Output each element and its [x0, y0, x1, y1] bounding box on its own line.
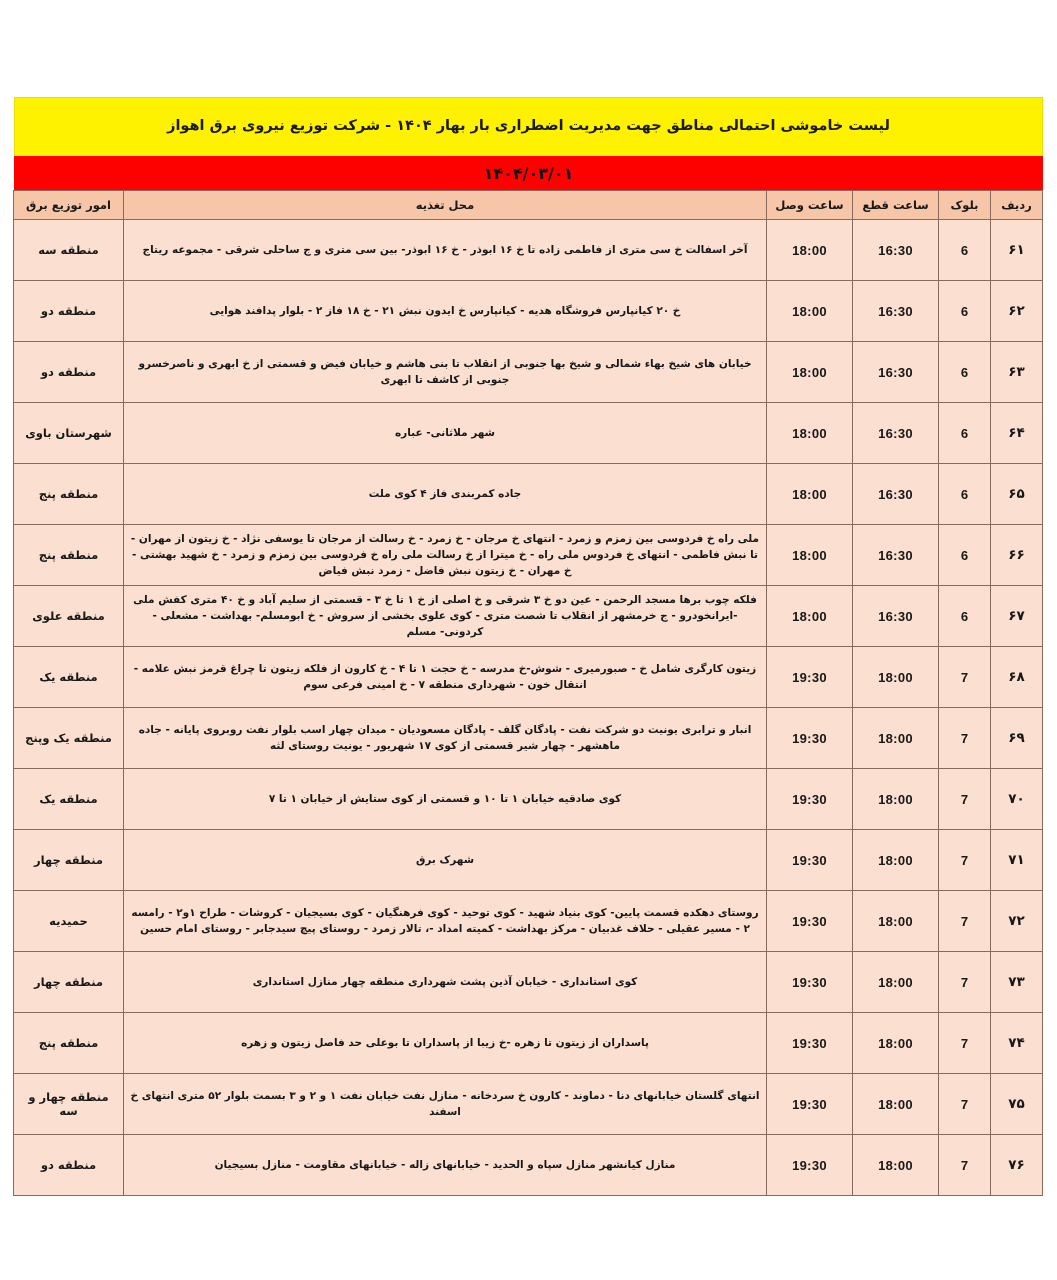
area-cell: منطقه یک: [14, 647, 124, 708]
on-time-cell: 18:00: [767, 586, 853, 647]
on-time-cell: 19:30: [767, 1013, 853, 1074]
table-row: [14, 586, 1043, 647]
block-number-cell: 6: [939, 342, 991, 403]
on-time-cell: 18:00: [767, 220, 853, 281]
row-number-cell: ۶۴: [991, 403, 1043, 464]
table-row: [14, 525, 1043, 586]
table-row: [14, 342, 1043, 403]
table-row: [14, 281, 1043, 342]
feed-location-cell: فلکه چوب برها مسجد الرحمن - عین دو خ ۳ شرقی و خ اصلی از خ ۱ تا خ ۳ - قسمتی از سلیم آباد و خ ۴۰ متری کفش ملی -ایرانخودرو - ج خرمشهر از انقلاب تا شصت متری - کوی علوی بخشی از سروش - خ ابومسلم- بهداشت - مشعلی - کردونی- مسلم: [124, 586, 767, 647]
off-time-cell: 16:30: [853, 281, 939, 342]
on-time-cell: 19:30: [767, 708, 853, 769]
block-number-cell: 6: [939, 586, 991, 647]
block-number-cell: 7: [939, 1013, 991, 1074]
table-row: [14, 464, 1043, 525]
area-cell: شهرستان باوی: [14, 403, 124, 464]
block-number-cell: 7: [939, 769, 991, 830]
block-number-cell: 7: [939, 891, 991, 952]
column-header-off-time: ساعت قطع: [853, 191, 939, 220]
feed-location-cell: شهر ملاثانی- عباره: [124, 403, 767, 464]
off-time-cell: 18:00: [853, 769, 939, 830]
feed-location-cell: آخر اسفالت خ سی متری از فاطمی زاده تا خ ۱۶ ابوذر - خ ۱۶ ابوذر- بین سی متری و ج ساحلی شرقی - مجموعه ریتاج: [124, 220, 767, 281]
outage-schedule-sheet: [14, 97, 1043, 1196]
on-time-cell: 18:00: [767, 464, 853, 525]
block-number-cell: 7: [939, 830, 991, 891]
row-number-cell: ۷۲: [991, 891, 1043, 952]
feed-location-cell: کوی صادقیه خیابان ۱ تا ۱۰ و قسمتی از کوی ستایش از خیابان ۱ تا ۷: [124, 769, 767, 830]
off-time-cell: 16:30: [853, 403, 939, 464]
off-time-cell: 18:00: [853, 708, 939, 769]
title-banner: [14, 97, 1043, 156]
off-time-cell: 18:00: [853, 891, 939, 952]
table-row: [14, 708, 1043, 769]
table-row: [14, 647, 1043, 708]
table-row: [14, 403, 1043, 464]
row-number-cell: ۶۵: [991, 464, 1043, 525]
feed-location-cell: انتهای گلستان خیابانهای دنا - دماوند - کارون خ سردخانه - منازل نفت خیابان نفت ۱ و ۲ و ۳ بسمت بلوار ۵۲ متری انتهای خ اسفند: [124, 1074, 767, 1135]
block-number-cell: 6: [939, 464, 991, 525]
row-number-cell: ۷۶: [991, 1135, 1043, 1196]
row-number-cell: ۶۲: [991, 281, 1043, 342]
area-cell: منطقه پنج: [14, 525, 124, 586]
table-body: [14, 220, 1043, 1196]
feed-location-cell: شهرک برق: [124, 830, 767, 891]
row-number-cell: ۷۳: [991, 952, 1043, 1013]
off-time-cell: 18:00: [853, 647, 939, 708]
block-number-cell: 6: [939, 220, 991, 281]
outage-table: [13, 190, 1043, 1196]
area-cell: حمیدیه: [14, 891, 124, 952]
feed-location-cell: ملی راه خ فردوسی بین زمزم و زمرد - انتهای خ مرجان - خ زمرد - خ رسالت از مرجان تا یوسفی نژاد - خ زیتون از مهران - تا نبش فاطمی - انتهای خ فردوس ملی راه - خ میترا از خ رسالت ملی راه خ فردوسی بین زمزم و زمرد - خ شهید بهشتی - خ مهران - خ زیتون نبش فاضل - زمرد نبش فیاض: [124, 525, 767, 586]
area-cell: منطقه دو: [14, 281, 124, 342]
off-time-cell: 18:00: [853, 1013, 939, 1074]
on-time-cell: 19:30: [767, 952, 853, 1013]
area-cell: منطقه یک: [14, 769, 124, 830]
block-number-cell: 7: [939, 952, 991, 1013]
on-time-cell: 18:00: [767, 281, 853, 342]
table-row: [14, 952, 1043, 1013]
feed-location-cell: انبار و ترابری یونیت دو شرکت نفت - پادگان گلف - پادگان مسعودیان - میدان چهار اسب بلوار نفت روبروی پایانه - جاده ماهشهر - چهار شیر قسمتی از کوی ۱۷ شهریور - یونیت روستای لثه: [124, 708, 767, 769]
off-time-cell: 18:00: [853, 1074, 939, 1135]
area-cell: منطقه پنج: [14, 464, 124, 525]
feed-location-cell: جاده کمربندی فاز ۴ کوی ملت: [124, 464, 767, 525]
row-number-cell: ۶۱: [991, 220, 1043, 281]
block-number-cell: 7: [939, 647, 991, 708]
area-cell: منطقه چهار: [14, 830, 124, 891]
row-number-cell: ۷۱: [991, 830, 1043, 891]
area-cell: منطقه دو: [14, 1135, 124, 1196]
on-time-cell: 19:30: [767, 769, 853, 830]
block-number-cell: 7: [939, 708, 991, 769]
block-number-cell: 6: [939, 281, 991, 342]
block-number-cell: 6: [939, 403, 991, 464]
off-time-cell: 16:30: [853, 220, 939, 281]
block-number-cell: 6: [939, 525, 991, 586]
schedule-date: ۱۴۰۴/۰۳/۰۱: [483, 163, 574, 183]
off-time-cell: 16:30: [853, 586, 939, 647]
table-row: [14, 1135, 1043, 1196]
off-time-cell: 16:30: [853, 342, 939, 403]
row-number-cell: ۶۹: [991, 708, 1043, 769]
feed-location-cell: روستای دهکده قسمت پایین- کوی بنیاد شهید - کوی توحید - کوی فرهنگیان - کوی بسیجیان - کروشات - طراح ۱و۲ - رامسه ۲ - مسیر عقیلی - حلاف غدبیان - مرکز بهداشت - کمیته امداد -، تالار زمرد - روستای پیچ سیدجابر - روستای امام حسین: [124, 891, 767, 952]
on-time-cell: 19:30: [767, 647, 853, 708]
on-time-cell: 19:30: [767, 1074, 853, 1135]
table-row: [14, 220, 1043, 281]
area-cell: منطقه یک وپنج: [14, 708, 124, 769]
on-time-cell: 18:00: [767, 403, 853, 464]
table-row: [14, 1074, 1043, 1135]
on-time-cell: 18:00: [767, 525, 853, 586]
table-header: [14, 191, 1043, 220]
row-number-cell: ۷۵: [991, 1074, 1043, 1135]
on-time-cell: 18:00: [767, 342, 853, 403]
row-number-cell: ۷۰: [991, 769, 1043, 830]
off-time-cell: 18:00: [853, 1135, 939, 1196]
row-number-cell: ۶۶: [991, 525, 1043, 586]
on-time-cell: 19:30: [767, 891, 853, 952]
table-row: [14, 1013, 1043, 1074]
date-banner: [14, 156, 1043, 190]
table-row: [14, 830, 1043, 891]
area-cell: منطقه سه: [14, 220, 124, 281]
column-header-radif: ردیف: [991, 191, 1043, 220]
feed-location-cell: خیابان های شیخ بهاء شمالی و شیخ بها جنوبی از انقلاب تا بنی هاشم و خیابان فیض و قسمتی از خ ابهری و ناصرخسرو جنوبی از کاشف تا ابهری: [124, 342, 767, 403]
area-cell: منطقه علوی: [14, 586, 124, 647]
column-header-on-time: ساعت وصل: [767, 191, 853, 220]
off-time-cell: 16:30: [853, 525, 939, 586]
block-number-cell: 7: [939, 1074, 991, 1135]
area-cell: منطقه دو: [14, 342, 124, 403]
off-time-cell: 18:00: [853, 830, 939, 891]
area-cell: منطقه چهار: [14, 952, 124, 1013]
header-row: [14, 191, 1043, 220]
feed-location-cell: منازل کیانشهر منازل سپاه و الحدید - خیابانهای زاله - خیابانهای مقاومت - منازل بسیجیان: [124, 1135, 767, 1196]
row-number-cell: ۶۷: [991, 586, 1043, 647]
on-time-cell: 19:30: [767, 1135, 853, 1196]
table-row: [14, 891, 1043, 952]
feed-location-cell: زیتون کارگری شامل خ - صبورمیری - شوش-خ مدرسه - خ حجت ۱ تا ۴ - خ کارون از فلکه زیتون تا چراغ قرمز نبش علامه - انتقال خون - شهرداری منطقه ۷ - خ امینی فرعی سوم: [124, 647, 767, 708]
feed-location-cell: خ ۲۰ کیانپارس فروشگاه هدیه - کیانپارس خ ایدون نبش ۲۱ - خ ۱۸ فاز ۲ - بلوار پدافند هوایی: [124, 281, 767, 342]
page-title: لیست خاموشی احتمالی مناطق جهت مدیریت اضطراری بار بهار ۱۴۰۴ - شرکت توزیع نیروی برق اهواز: [167, 118, 890, 135]
off-time-cell: 18:00: [853, 952, 939, 1013]
block-number-cell: 7: [939, 1135, 991, 1196]
row-number-cell: ۷۴: [991, 1013, 1043, 1074]
area-cell: منطقه چهار و سه: [14, 1074, 124, 1135]
on-time-cell: 19:30: [767, 830, 853, 891]
row-number-cell: ۶۸: [991, 647, 1043, 708]
column-header-feed-location: محل تغذیه: [124, 191, 767, 220]
area-cell: منطقه پنج: [14, 1013, 124, 1074]
off-time-cell: 16:30: [853, 464, 939, 525]
table-row: [14, 769, 1043, 830]
column-header-block: بلوک: [939, 191, 991, 220]
column-header-area: امور توزیع برق: [14, 191, 124, 220]
row-number-cell: ۶۳: [991, 342, 1043, 403]
feed-location-cell: کوی استانداری - خیابان آذین پشت شهرداری منطقه چهار منازل استانداری: [124, 952, 767, 1013]
feed-location-cell: پاسداران از زیتون تا زهره -خ زیبا از پاسداران تا بوعلی حد فاصل زیتون و زهره: [124, 1013, 767, 1074]
